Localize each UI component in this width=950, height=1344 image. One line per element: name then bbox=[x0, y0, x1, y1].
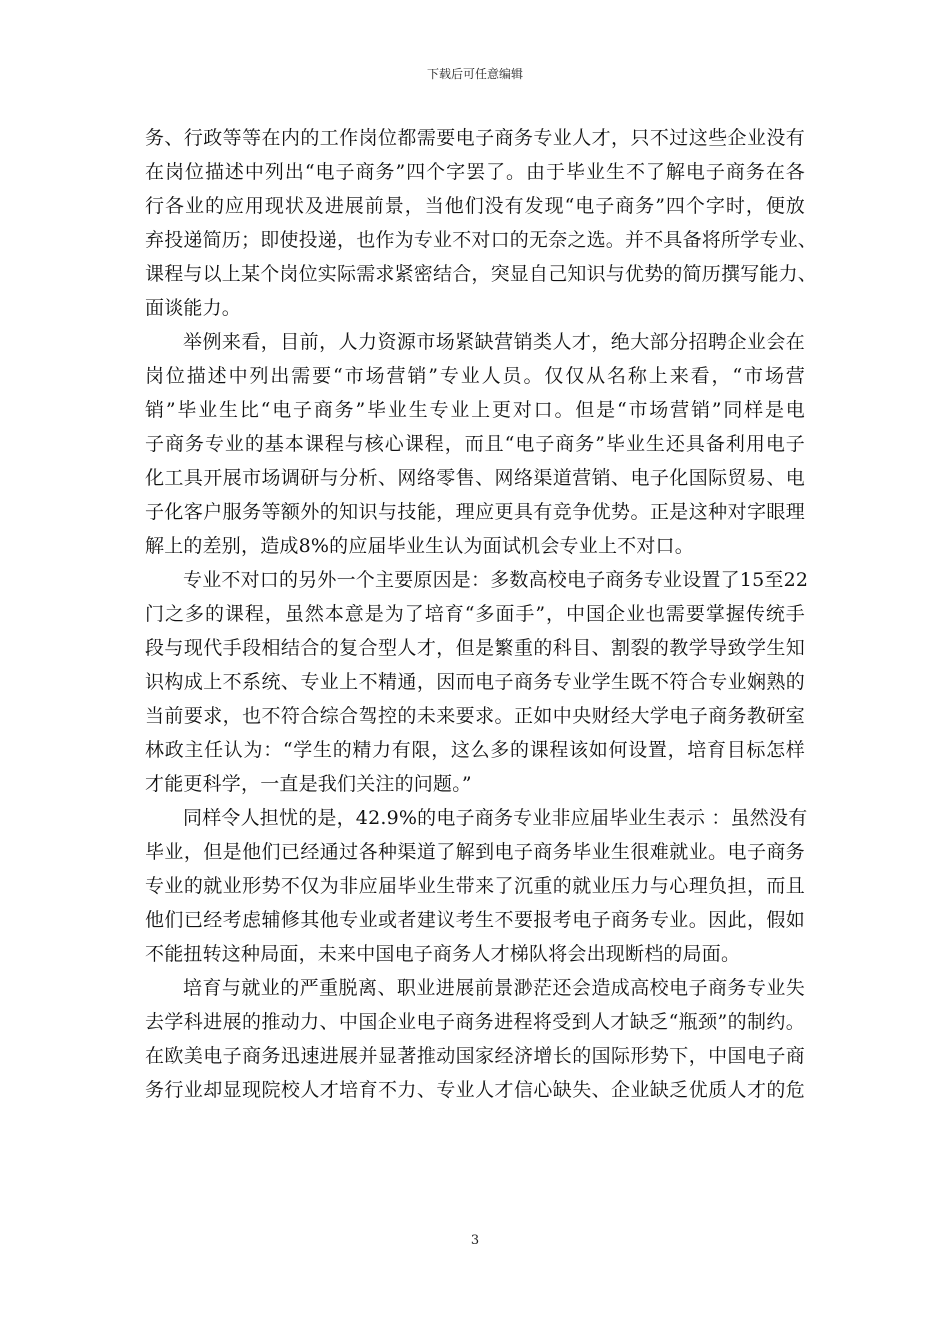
text-line: 弃投递简历；即使投递，也作为专业不对口的无奈之选。并不具备将所学专业、 bbox=[145, 229, 818, 251]
text-line: 子化客户服务等额外的知识与技能，理应更具有竞争优势。正是这种对字眼理 bbox=[145, 501, 805, 523]
text-line: 在岗位描述中列出“电子商务”四个字罢了。由于毕业生不了解电子商务在各 bbox=[145, 161, 805, 183]
page-header: 下载后可任意编辑 bbox=[426, 67, 523, 81]
text-line: 务、行政等等在内的工作岗位都需要电子商务专业人才，只不过这些企业没有 bbox=[145, 127, 805, 149]
text-line: 化工具开展市场调研与分析、网络零售、网络渠道营销、电子化国际贸易、电 bbox=[145, 467, 805, 489]
text-line: 销”毕业生比“电子商务”毕业生专业上更对口。但是“市场营销”同样是电 bbox=[145, 399, 805, 421]
text-line: 毕业，但是他们已经通过各种渠道了解到电子商务毕业生很难就业。电子商务 bbox=[145, 841, 805, 863]
text-line: 不能扭转这种局面，未来中国电子商务人才梯队将会出现断档的局面。 bbox=[145, 943, 741, 965]
text-line: 务行业却显现院校人才培育不力、专业人才信心缺失、企业缺乏优质人才的危 bbox=[145, 1079, 805, 1101]
text-line: 面谈能力。 bbox=[145, 297, 242, 319]
text-line: 识构成上不系统、专业上不精通，因而电子商务专业学生既不符合专业娴熟的 bbox=[145, 671, 805, 693]
page-number: 3 bbox=[470, 1233, 480, 1248]
text-line: 段与现代手段相结合的复合型人才，但是繁重的科目、割裂的教学导致学生知 bbox=[145, 637, 805, 659]
text-line: 举例来看，目前，人力资源市场紧缺营销类人才，绝大部分招聘企业会在 bbox=[183, 331, 805, 353]
text-line: 课程与以上某个岗位实际需求紧密结合，突显自己知识与优势的简历撰写能力、 bbox=[145, 263, 818, 285]
paragraph bbox=[145, 563, 809, 801]
paragraph bbox=[145, 801, 808, 971]
text-line: 在欧美电子商务迅速进展并显著推动国家经济增长的国际形势下，中国电子商 bbox=[145, 1045, 805, 1067]
text-line: 同样令人担忧的是，42.9%的电子商务专业非应届毕业生表示 ：虽然没有 bbox=[183, 807, 808, 829]
paragraph bbox=[145, 325, 805, 563]
text-line: 林政主任认为：“学生的精力有限，这么多的课程该如何设置，培育目标怎样 bbox=[145, 739, 805, 761]
text-line: 子商务专业的基本课程与核心课程，而且“电子商务”毕业生还具备利用电子 bbox=[145, 433, 805, 455]
text-line: 才能更科学，一直是我们关注的问题。” bbox=[145, 773, 472, 795]
text-line: 去学科进展的推动力、中国企业电子商务进程将受到人才缺乏“瓶颈”的制约。 bbox=[145, 1011, 805, 1033]
text-line: 培育与就业的严重脱离、职业进展前景渺茫还会造成高校电子商务专业失 bbox=[183, 977, 805, 999]
paragraph bbox=[145, 971, 805, 1107]
text-line: 专业不对口的另外一个主要原因是：多数高校电子商务专业设置了15至22 bbox=[183, 569, 809, 591]
text-line: 他们已经考虑辅修其他专业或者建议考生不要报考电子商务专业。因此，假如 bbox=[145, 909, 805, 931]
text-line: 解上的差别，造成8%的应届毕业生认为面试机会专业上不对口。 bbox=[145, 535, 694, 557]
text-line: 门之多的课程，虽然本意是为了培育“多面手”，中国企业也需要掌握传统手 bbox=[145, 603, 805, 625]
paragraph bbox=[145, 121, 818, 325]
text-line: 当前要求，也不符合综合驾控的未来要求。正如中央财经大学电子商务教研室 bbox=[145, 705, 805, 727]
text-line: 专业的就业形势不仅为非应届毕业生带来了沉重的就业压力与心理负担，而且 bbox=[145, 875, 805, 897]
text-line: 岗位描述中列出需要“市场营销”专业人员。仅仅从名称上来看，“市场营 bbox=[145, 365, 805, 387]
body-text bbox=[145, 121, 818, 1107]
text-line: 行各业的应用现状及进展前景，当他们没有发现“电子商务”四个字时，便放 bbox=[145, 195, 805, 217]
